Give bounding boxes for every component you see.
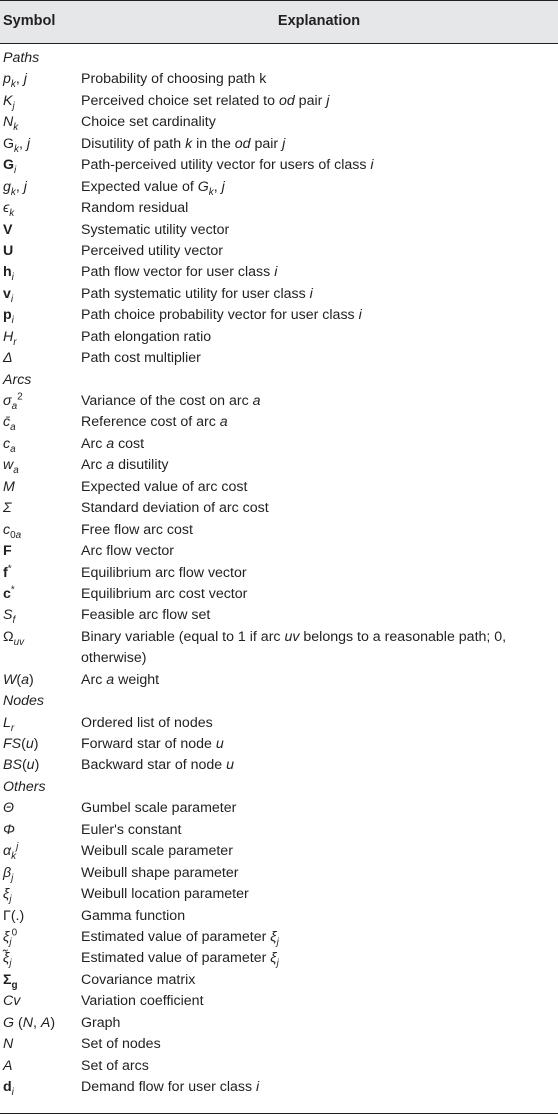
symbol-cell: Δ	[3, 350, 13, 367]
table-row	[0, 155, 558, 176]
table-row	[0, 948, 558, 969]
explanation-cell: Path flow vector for user class i	[81, 264, 278, 281]
explanation-cell: Estimated value of parameter $\xi_j$	[81, 950, 279, 970]
explanation-cell: Equilibrium arc flow vector	[81, 564, 247, 581]
table-header	[0, 0, 558, 44]
table-row	[0, 112, 558, 133]
section-heading	[0, 48, 558, 69]
table-row	[0, 670, 558, 691]
table-row	[0, 884, 558, 905]
explanation-cell: Estimated value of parameter $\xi_j$	[81, 928, 279, 948]
table-row	[0, 177, 558, 198]
symbol-cell: $S_f$	[3, 607, 16, 627]
symbol-cell: $v_i$	[3, 285, 14, 305]
explanation-cell: Path choice probability vector for user class i	[81, 307, 362, 324]
explanation-cell: Weibull scale parameter	[81, 843, 233, 860]
section-heading	[0, 370, 558, 391]
table-row	[0, 541, 558, 562]
explanation-cell: Free flow arc cost	[81, 521, 193, 538]
table-row	[0, 841, 558, 862]
header-explanation: Explanation	[277, 13, 361, 29]
table-row	[0, 455, 558, 476]
section-heading	[0, 691, 558, 712]
table-row	[0, 863, 558, 884]
table-row	[0, 477, 558, 498]
symbol-cell: $K_j$	[3, 92, 15, 112]
explanation-cell: Path cost multiplier	[81, 350, 201, 367]
table-row	[0, 1034, 558, 1055]
explanation-cell: Path systematic utility for user class i	[81, 285, 313, 302]
explanation-cell: Forward star of node u	[81, 736, 224, 753]
explanation-cell: Ordered list of nodes	[81, 714, 213, 731]
section-label: Paths	[3, 50, 40, 66]
symbol-cell: $\alpha_k^j$	[3, 841, 19, 863]
table-row	[0, 970, 558, 991]
table-row	[0, 734, 558, 755]
explanation-cell: Set of arcs	[81, 1057, 149, 1074]
explanation-cell: Equilibrium arc cost vector	[81, 585, 248, 602]
symbol-cell: $p_k$, j	[3, 71, 27, 91]
symbol-cell: G (N, A)	[3, 1014, 56, 1031]
explanation-cell: Random residual	[81, 200, 189, 217]
explanation-cell: Arc flow vector	[81, 543, 175, 560]
symbol-cell: M	[3, 478, 15, 495]
symbol-cell: f*	[3, 562, 12, 581]
symbol-cell: Σ	[3, 500, 12, 517]
symbol-cell: $\Sigma_g$	[3, 971, 18, 991]
symbol-cell: U	[3, 242, 14, 259]
explanation-cell: Path-perceived utility vector for users of class i	[81, 157, 374, 174]
explanation-cell: Choice set cardinality	[81, 114, 216, 131]
explanation-cell: Perceived choice set related to od pair j	[81, 92, 330, 109]
explanation-cell: Reference cost of arc a	[81, 414, 228, 431]
table-row	[0, 820, 558, 841]
symbol-cell: Θ	[3, 800, 15, 817]
explanation-cell: Variation coefficient	[81, 993, 204, 1010]
table-row	[0, 1077, 558, 1098]
table-row	[0, 69, 558, 90]
table-row	[0, 498, 558, 519]
section-label: Others	[3, 778, 46, 795]
header-symbol: Symbol	[3, 13, 56, 29]
symbol-cell: $\xi_j^0$	[3, 927, 18, 948]
explanation-cell: Systematic utility vector	[81, 221, 230, 238]
symbol-cell: $\beta_j$	[3, 864, 14, 884]
table-row	[0, 713, 558, 734]
explanation-cell: Standard deviation of arc cost	[81, 500, 269, 517]
section-label: Arcs	[3, 371, 32, 388]
symbol-cell: A	[3, 1057, 13, 1074]
table-row	[0, 563, 558, 584]
bottom-rule	[0, 1113, 558, 1114]
explanation-cell: Perceived utility vector	[81, 242, 223, 259]
explanation-cell: Expected value of arc cost	[81, 478, 248, 495]
explanation-cell: Binary variable (equal to 1 if arc uv belongs to a reasonable path; 0, otherwise)	[81, 628, 507, 667]
symbol-cell: $\Omega_{uv}$	[3, 628, 25, 648]
symbol-cell: Φ	[3, 821, 15, 838]
symbol-cell: c*	[3, 584, 15, 602]
table-row	[0, 1056, 558, 1077]
explanation-cell: Expected value of $G_k$, j	[81, 178, 225, 198]
explanation-cell: Set of nodes	[81, 1036, 161, 1053]
explanation-cell: Demand flow for user class i	[81, 1079, 260, 1096]
symbol-cell: FS(u)	[3, 736, 39, 753]
symbol-cell: $d_i$	[3, 1079, 14, 1098]
explanation-cell: Gamma function	[81, 907, 186, 924]
section-label: Nodes	[3, 693, 45, 710]
symbol-cell: $g_k$, j	[3, 178, 27, 198]
table-row	[0, 1013, 558, 1034]
symbol-cell: BS(u)	[3, 757, 40, 774]
symbol-cell: $L_r$	[3, 714, 15, 734]
table-row	[0, 520, 558, 541]
symbol-cell: $h_i$	[3, 264, 14, 284]
symbol-cell: $\xĩ_j$	[3, 950, 12, 970]
explanation-cell: Variance of the cost on arc a	[81, 393, 261, 409]
table-row	[0, 134, 558, 155]
table-row	[0, 434, 558, 455]
explanation-cell: Backward star of node u	[81, 757, 234, 774]
symbol-cell: $H_r$	[3, 328, 17, 348]
table-row	[0, 627, 558, 670]
table-body	[0, 48, 558, 1098]
symbol-cell: $w_a$	[3, 457, 19, 477]
table-row	[0, 798, 558, 819]
explanation-cell: Weibull shape parameter	[81, 864, 239, 881]
symbol-cell: Γ(.)	[3, 907, 25, 924]
symbol-cell: $N_k$	[3, 114, 19, 134]
explanation-cell: Disutility of path k in the od pair j	[81, 135, 286, 152]
symbol-cell: W(a)	[3, 671, 34, 688]
symbol-cell: F	[3, 543, 12, 560]
symbol-cell: $c_a$	[3, 435, 16, 455]
symbol-cell: $\sigma_a^2$	[3, 391, 23, 412]
table-row	[0, 305, 558, 326]
table-row	[0, 605, 558, 626]
explanation-cell: Feasible arc flow set	[81, 607, 211, 624]
symbol-cell: $\epsilon_k$	[3, 200, 15, 219]
table-row	[0, 927, 558, 948]
explanation-cell: Arc a disutility	[81, 457, 169, 474]
symbol-cell: $\xi_j$	[3, 886, 12, 905]
explanation-cell: Weibull location parameter	[81, 886, 249, 903]
table-row	[0, 262, 558, 283]
explanation-cell: Arc a cost	[81, 435, 145, 452]
symbol-cell: $G_i$	[3, 157, 17, 177]
table-row	[0, 906, 558, 927]
section-heading	[0, 777, 558, 798]
table-row	[0, 198, 558, 219]
symbol-cell: V	[3, 221, 13, 238]
table-row	[0, 91, 558, 112]
symbol-cell: $p_i$	[3, 307, 14, 327]
table-row	[0, 327, 558, 348]
explanation-cell: Euler's constant	[81, 821, 182, 838]
table-row	[0, 284, 558, 305]
symbol-cell: Cv	[3, 993, 21, 1010]
table-row	[0, 991, 558, 1012]
table-row	[0, 241, 558, 262]
symbol-cell: $G_k$, j	[3, 135, 31, 155]
explanation-cell: Graph	[81, 1014, 121, 1031]
explanation-cell: Arc a weight	[81, 671, 160, 688]
symbol-cell: $c̄_a$	[3, 414, 16, 434]
explanation-cell: Covariance matrix	[81, 971, 196, 988]
explanation-cell: Path elongation ratio	[81, 328, 212, 345]
table-row	[0, 348, 558, 369]
table-row	[0, 220, 558, 241]
table-row	[0, 584, 558, 605]
explanation-cell: Probability of choosing path k	[81, 71, 267, 88]
symbol-cell: $c_{0a}$	[3, 521, 22, 541]
table-row	[0, 755, 558, 776]
table-row	[0, 412, 558, 433]
symbol-cell: N	[3, 1036, 14, 1053]
table-row	[0, 391, 558, 412]
explanation-cell: Gumbel scale parameter	[81, 800, 237, 817]
